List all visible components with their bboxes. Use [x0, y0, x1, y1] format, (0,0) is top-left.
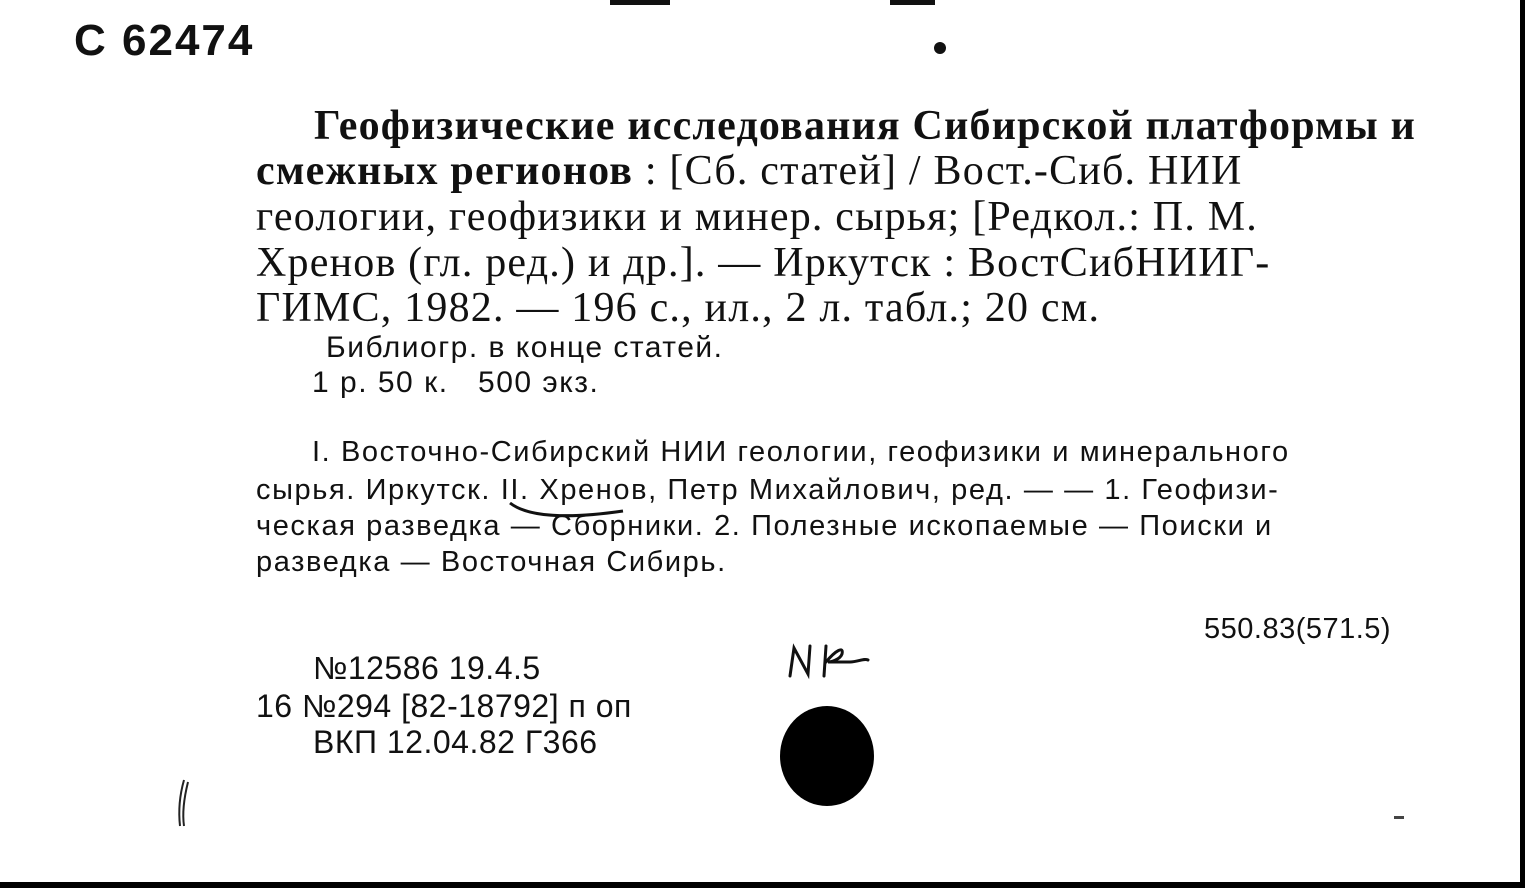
stray-dot: [934, 42, 946, 54]
price-note: 1 р. 50 к. 500 экз.: [312, 366, 600, 399]
subject-line-4: разведка — Восточная Сибирь.: [256, 546, 727, 578]
accession-line-2: 16 №294 [82-18792] п оп: [256, 688, 632, 724]
udc-code: 550.83(571.5): [1204, 613, 1392, 645]
handwritten-mark: [780, 636, 880, 686]
subject-line-3: ческая разведка — Сборники. 2. Полезные ископаемые — Поиски и: [256, 510, 1273, 542]
underline-stroke: [508, 497, 628, 527]
top-edge-marks: [590, 0, 950, 5]
punch-hole: [780, 706, 874, 806]
title-line-2: [256, 149, 1243, 193]
small-dash: [1394, 816, 1404, 819]
title-line-1: [314, 104, 1416, 148]
bibliography-note: Библиогр. в конце статей.: [326, 331, 724, 364]
subject-line-1: I. Восточно-Сибирский НИИ геологии, геофизики и минерального: [312, 436, 1290, 468]
title-line-4: Хренов (гл. ред.) и др.]. — Иркутск : ВостСибНИИГ-: [256, 240, 1271, 286]
subject-line-2: сырья. Иркутск. II. Хренов, Петр Михайлович, ред. — — 1. Геофизи-: [256, 474, 1280, 506]
title-rest-2: : [Сб. статей] / Вост.-Сиб. НИИ: [633, 148, 1243, 194]
title-line-3: геологии, геофизики и минер. сырья; [Редкол.: П. М.: [256, 194, 1258, 240]
title-bold-part-1: Геофизические исследования Сибирской платформы и: [314, 103, 1417, 149]
title-bold-part-2: смежных регионов: [256, 148, 634, 194]
accession-line-3: ВКП 12.04.82 Г366: [313, 724, 598, 760]
accession-line-1: №12586 19.4.5: [313, 650, 541, 686]
pencil-mark: [170, 778, 200, 828]
title-line-5: ГИМС, 1982. — 196 с., ил., 2 л. табл.; 20 см.: [256, 285, 1101, 331]
call-number: С 62474: [74, 16, 255, 65]
